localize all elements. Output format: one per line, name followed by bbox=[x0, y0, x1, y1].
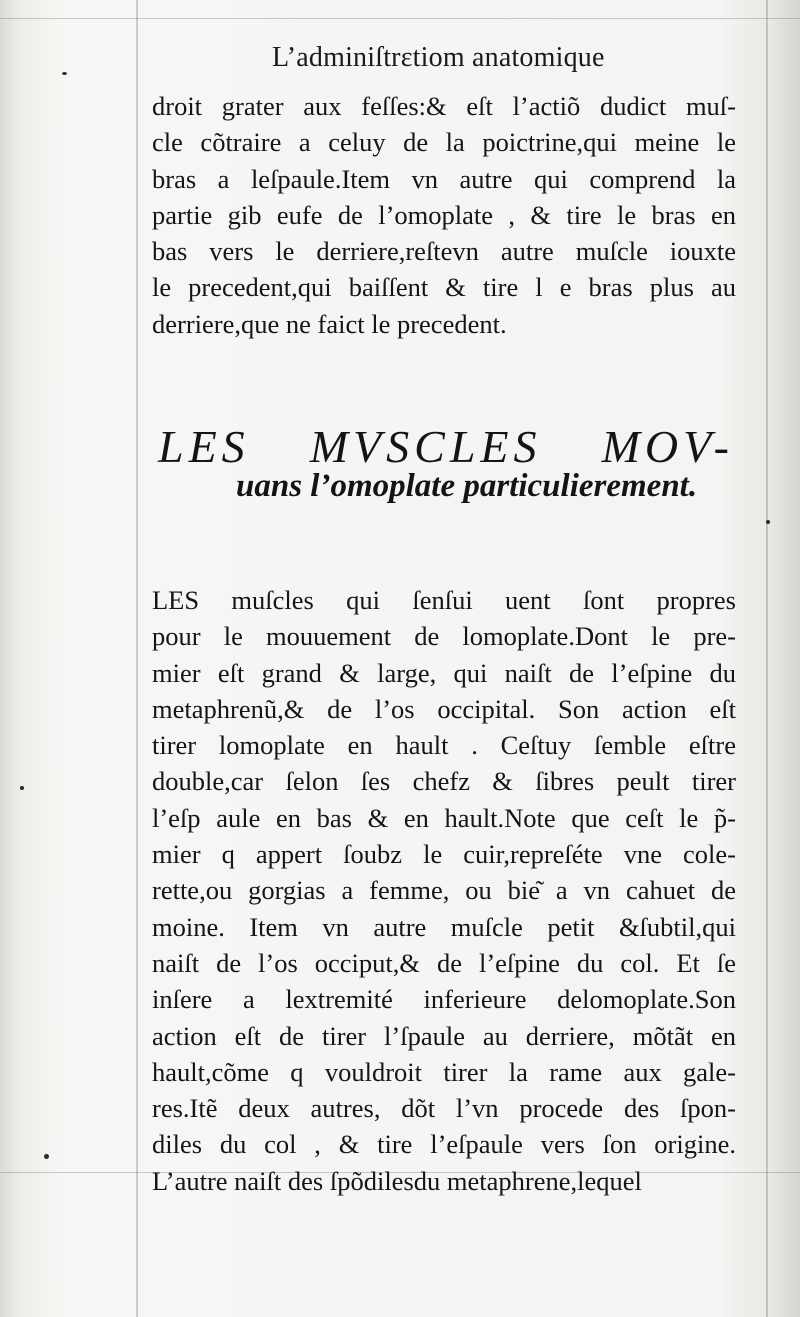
text-line: LES muſcles qui ſenſui uent ſont propres bbox=[152, 585, 736, 615]
text-line: tirer lomoplate en hault . Ceſtuy ſemble eſtre bbox=[152, 730, 736, 761]
text-line: derriere,que ne faict le precedent. bbox=[152, 308, 507, 339]
text-line: naiſt de l’os occiput,& de l’eſpine du col. Et ſe bbox=[152, 947, 736, 978]
right-edge-line bbox=[766, 0, 768, 1317]
text-line: droit grater aux feſſes:& eſt l’actiõ dudict muſ- bbox=[152, 91, 736, 121]
running-head: L’adminiſtrɛtiom anatomique bbox=[272, 42, 605, 73]
text-line: bas vers le derriere,reſtevn autre muſcle iouxte bbox=[152, 236, 736, 267]
text-line: partie gib eufe de l’omoplate , & tire le bras en bbox=[152, 199, 736, 230]
text-line: double,car ſelon ſes chefz & ſibres peult tirer bbox=[152, 766, 736, 797]
gutter-fold-line bbox=[136, 0, 138, 1317]
text-line: rette,ou gorgias a femme, ou bie͂ a vn cahuet de bbox=[152, 875, 736, 906]
text-line: inſere a lextremité inferieure delomoplate.Son bbox=[152, 984, 736, 1015]
section-subheading: uans l’omoplate particulierement. bbox=[236, 468, 698, 504]
text-line: pour le mouuement de lomoplate.Dont le pre- bbox=[152, 621, 736, 652]
text-line: bras a leſpaule.Item vn autre qui comprend la bbox=[152, 163, 736, 194]
top-edge-line bbox=[0, 18, 800, 19]
text-line: metaphrenũ,& de l’os occipital. Son action eſt bbox=[152, 693, 736, 724]
text-line: diles du col , & tire l’eſpaule vers ſon origine. bbox=[152, 1129, 736, 1160]
ink-speck bbox=[766, 520, 770, 524]
paragraph-main bbox=[152, 582, 736, 1199]
text-line: action eſt de tirer l’ſpaule au derriere, mõtãt en bbox=[152, 1020, 736, 1051]
text-line: hault,cõme q vouldroit tirer la rame aux gale- bbox=[152, 1056, 736, 1087]
ink-speck bbox=[20, 786, 24, 790]
paragraph-top bbox=[152, 88, 736, 342]
text-line: cle cõtraire a celuy de la poictrine,qui meine le bbox=[152, 127, 736, 158]
ink-speck bbox=[44, 1154, 49, 1159]
text-line: moine. Item vn autre muſcle petit &ſubtil,qui bbox=[152, 911, 736, 942]
text-line: mier q appert ſoubz le cuir,repreſéte vne cole- bbox=[152, 839, 736, 870]
ink-speck bbox=[62, 72, 67, 75]
text-line: le precedent,qui baiſſent & tire l e bras plus au bbox=[152, 272, 736, 303]
text-line: L’autre naiſt des ſpõdilesdu metaphrene,lequel bbox=[152, 1165, 642, 1196]
text-line: res.Itẽ deux autres, dõt l’vn procede des ſpon- bbox=[152, 1093, 736, 1124]
text-line: mier eſt grand & large, qui naiſt de l’eſpine du bbox=[152, 657, 736, 688]
section-heading: LES MVSCLES MOV- bbox=[158, 421, 734, 472]
text-line: l’eſp aule en bas & en hault.Note que ceſt le p̃- bbox=[152, 802, 736, 833]
